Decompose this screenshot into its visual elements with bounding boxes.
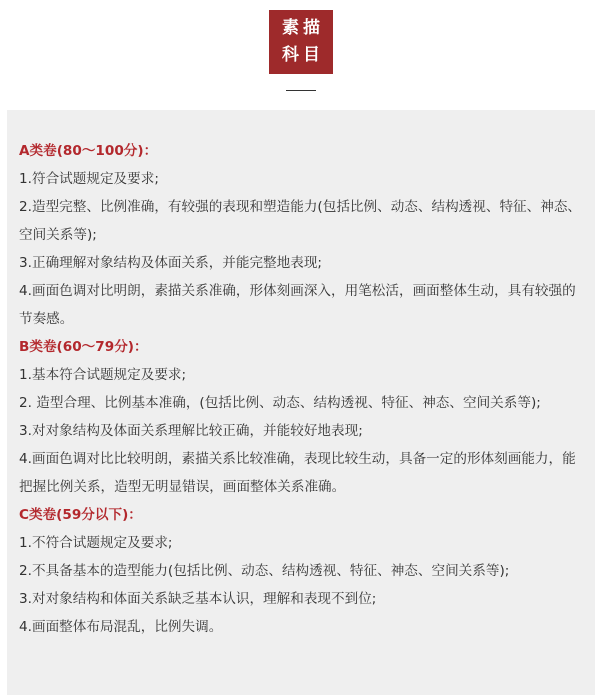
title-line-1: 素描 <box>282 18 324 38</box>
criteria-item: 2. 造型合理、比例基本准确，(包括比例、动态、结构透视、特征、神态、空间关系等); <box>19 395 541 411</box>
criteria-item: 2.造型完整、比例准确，有较强的表现和塑造能力(包括比例、动态、结构透视、特征、神态、空间关系等); <box>19 199 582 243</box>
grading-criteria-panel <box>7 110 595 695</box>
section-heading-b: B类卷(60～79分)： <box>19 339 148 355</box>
criteria-item: 3.对对象结构及体面关系理解比较正确，并能较好地表现; <box>19 423 363 439</box>
section-heading-c: C类卷(59分以下)： <box>19 507 142 523</box>
title-divider <box>286 90 316 91</box>
section-title-badge <box>269 10 333 74</box>
criteria-item: 1.基本符合试题规定及要求; <box>19 367 187 383</box>
criteria-item: 1.符合试题规定及要求; <box>19 171 159 187</box>
criteria-item: 4.画面色调对比比较明朗，素描关系比较准确，表现比较生动，具备一定的形体刻画能力，能把握比例关系，造型无明显错误，画面整体关系准确。 <box>19 451 576 495</box>
section-heading-a: A类卷(80～100分)： <box>19 143 158 159</box>
criteria-item: 4.画面整体布局混乱，比例失调。 <box>19 619 223 635</box>
criteria-item: 1.不符合试题规定及要求; <box>19 535 173 551</box>
title-line-2: 科目 <box>282 45 324 65</box>
criteria-item: 3.正确理解对象结构及体面关系，并能完整地表现; <box>19 255 323 271</box>
criteria-item: 3.对对象结构和体面关系缺乏基本认识，理解和表现不到位; <box>19 591 377 607</box>
criteria-item: 4.画面色调对比明朗，素描关系准确，形体刻画深入，用笔松活，画面整体生动，具有较强的节奏感。 <box>19 283 576 327</box>
criteria-item: 2.不具备基本的造型能力(包括比例、动态、结构透视、特征、神态、空间关系等); <box>19 563 510 579</box>
